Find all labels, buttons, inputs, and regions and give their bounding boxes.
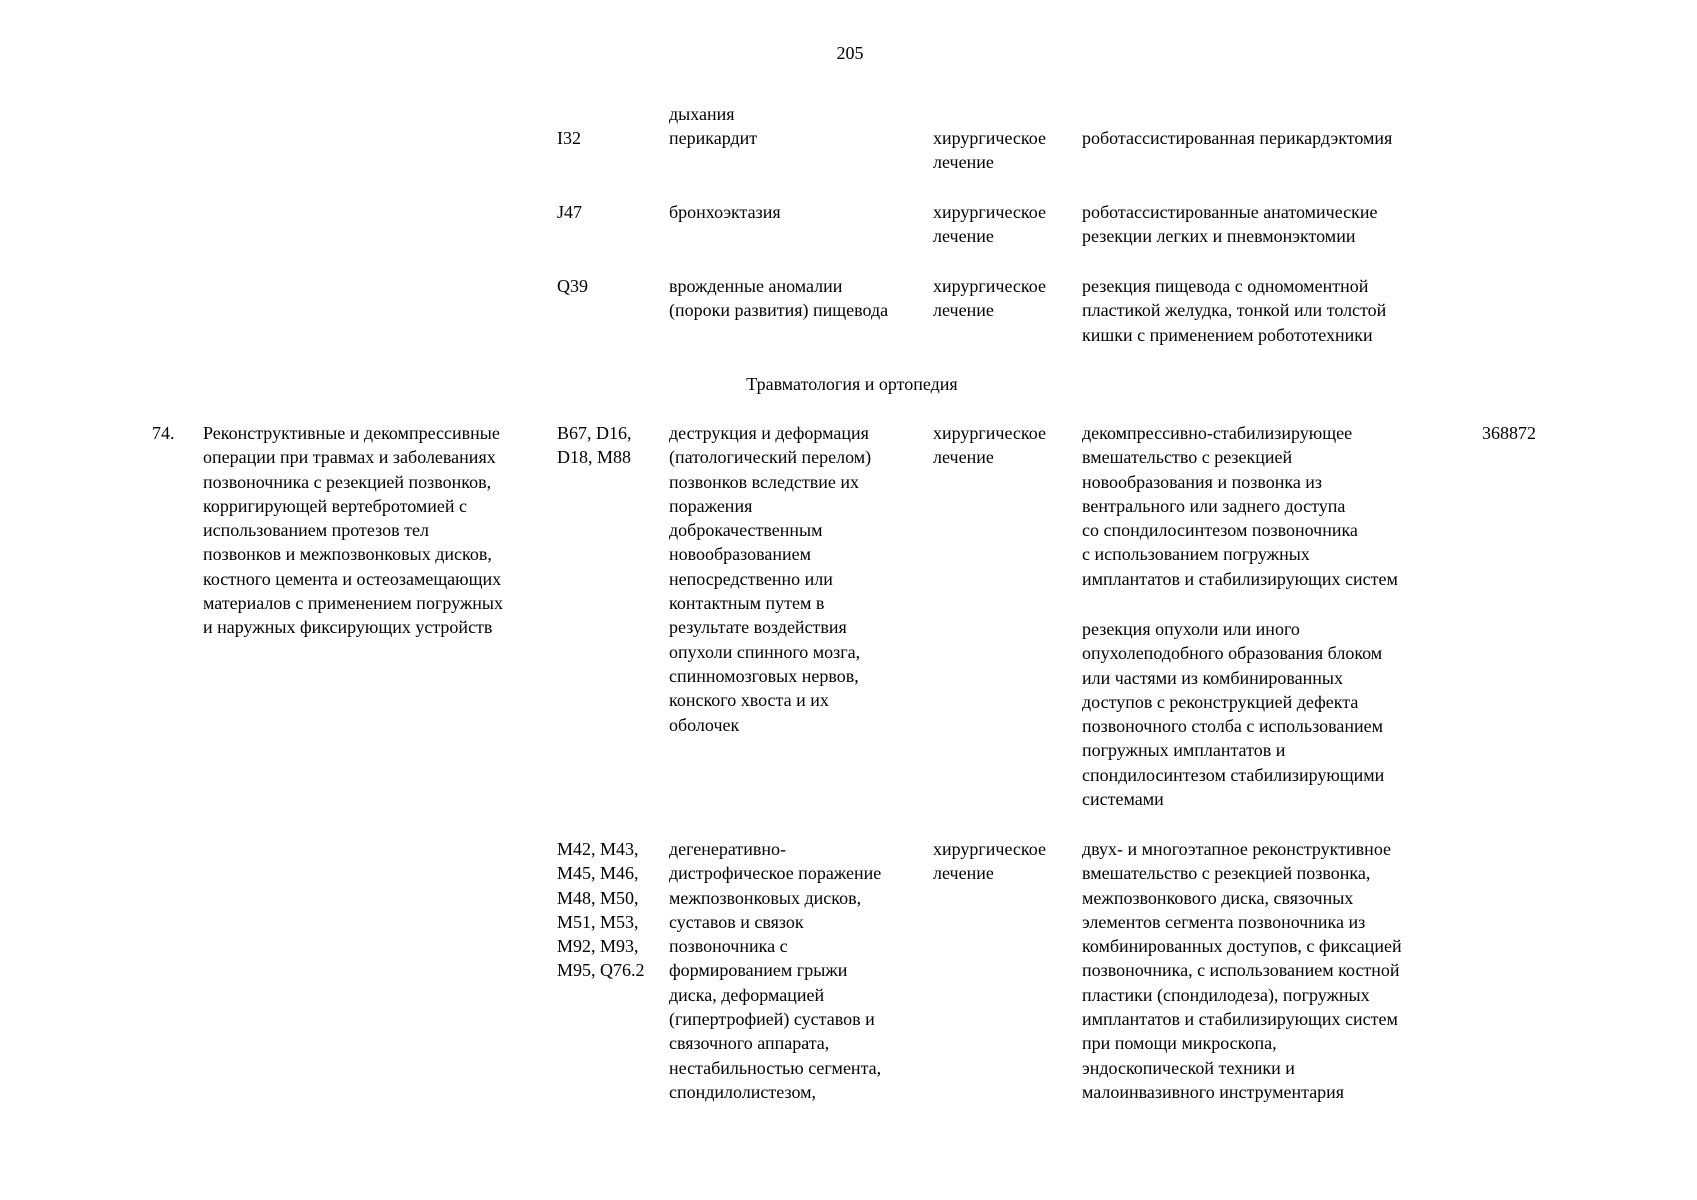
item-row-2-method-1: двух- и многоэтапное реконструктивное вмешательство с резекцией позвонка, межпозвонкового диска, связочных элементов сегмента позвоночника из комбинированных доступов, с фиксацией позвоночника, с использованием костной пластики (спондилодеза), погружных имплантатов и стабилизирующих систем при помощи микроскопа, эндоскопической техники и малоинвазивного инструментария xyxy=(1082,839,1402,1102)
item-row-1-treatment-type: хирургическое лечение xyxy=(933,423,1046,468)
item-row-2-treatment-type: хирургическое лечение xyxy=(933,839,1046,884)
item-row-1-model: деструкция и деформация (патологический перелом) позвонков вследствие их поражения доброкачественным новообразованием непосредственно или контактным путем в результате воздействия опухоли спинного мозга, спинномозговых нервов, конского хвоста и их оболочек xyxy=(669,423,872,735)
item-name: Реконструктивные и декомпрессивные операции при травмах и заболеваниях позвоночника с резекцией позвонков, корригирующей вертебротомией с использованием протезов тел позвонков и межпозвонковых дисков, костного цемента и остеозамещающих материалов с применением погружных и наружных фиксирующих устройств xyxy=(203,423,504,638)
page-number: 205 xyxy=(836,43,864,63)
row-i32-method: роботассистированная перикардэктомия xyxy=(1082,128,1393,148)
row-j47-method: роботассистированные анатомические резекции легких и пневмонэктомии xyxy=(1082,202,1378,247)
row-j47-code: J47 xyxy=(557,202,583,222)
item-row-2-code: M42, M43, M45, M46, M48, M50, M51, M53, M92, M93, M95, Q76.2 xyxy=(557,839,645,981)
row-j47-treatment-type: хирургическое лечение xyxy=(933,202,1046,247)
row-i32-treatment-type: хирургическое лечение xyxy=(933,128,1046,173)
item-row-1-method-1: декомпрессивно-стабилизирующее вмешательство с резекцией новообразования и позвонка из вентрального или заднего доступа со спондилосинтезом позвоночника с использованием погружных имплантатов и стабилизирующих систем xyxy=(1082,423,1398,589)
item-price: 368872 xyxy=(1482,423,1536,443)
section-title: Травматология и ортопедия xyxy=(746,374,958,394)
item-row-1-method-2: резекция опухоли или иного опухолеподобного образования блоком или частями из комбинированных доступов с реконструкцией дефекта позвоночного столба с использованием погружных имплантатов и спондилосинтезом стабилизирующими системами xyxy=(1082,619,1385,810)
row-q39-code: Q39 xyxy=(557,276,588,296)
item-number: 74. xyxy=(152,423,175,443)
row-i32-code: I32 xyxy=(557,128,581,148)
item-row-2-model: дегенеративно- дистрофическое поражение межпозвонковых дисков, суставов и связок позвоночника с формированием грыжи диска, деформацией (гипертрофией) суставов и связочного аппарата, нестабильностью сегмента, спондилолистезом, xyxy=(669,839,882,1102)
row-j47-model: бронхоэктазия xyxy=(669,202,781,222)
row-q39-treatment-type: хирургическое лечение xyxy=(933,276,1046,321)
row-i32-model: дыхания перикардит xyxy=(669,104,758,149)
row-q39-method: резекция пищевода с одномоментной пластикой желудка, тонкой или толстой кишки с применением робототехники xyxy=(1082,276,1387,345)
item-row-1-code: B67, D16, D18, M88 xyxy=(557,423,632,468)
row-q39-model: врожденные аномалии (пороки развития) пищевода xyxy=(669,276,889,321)
